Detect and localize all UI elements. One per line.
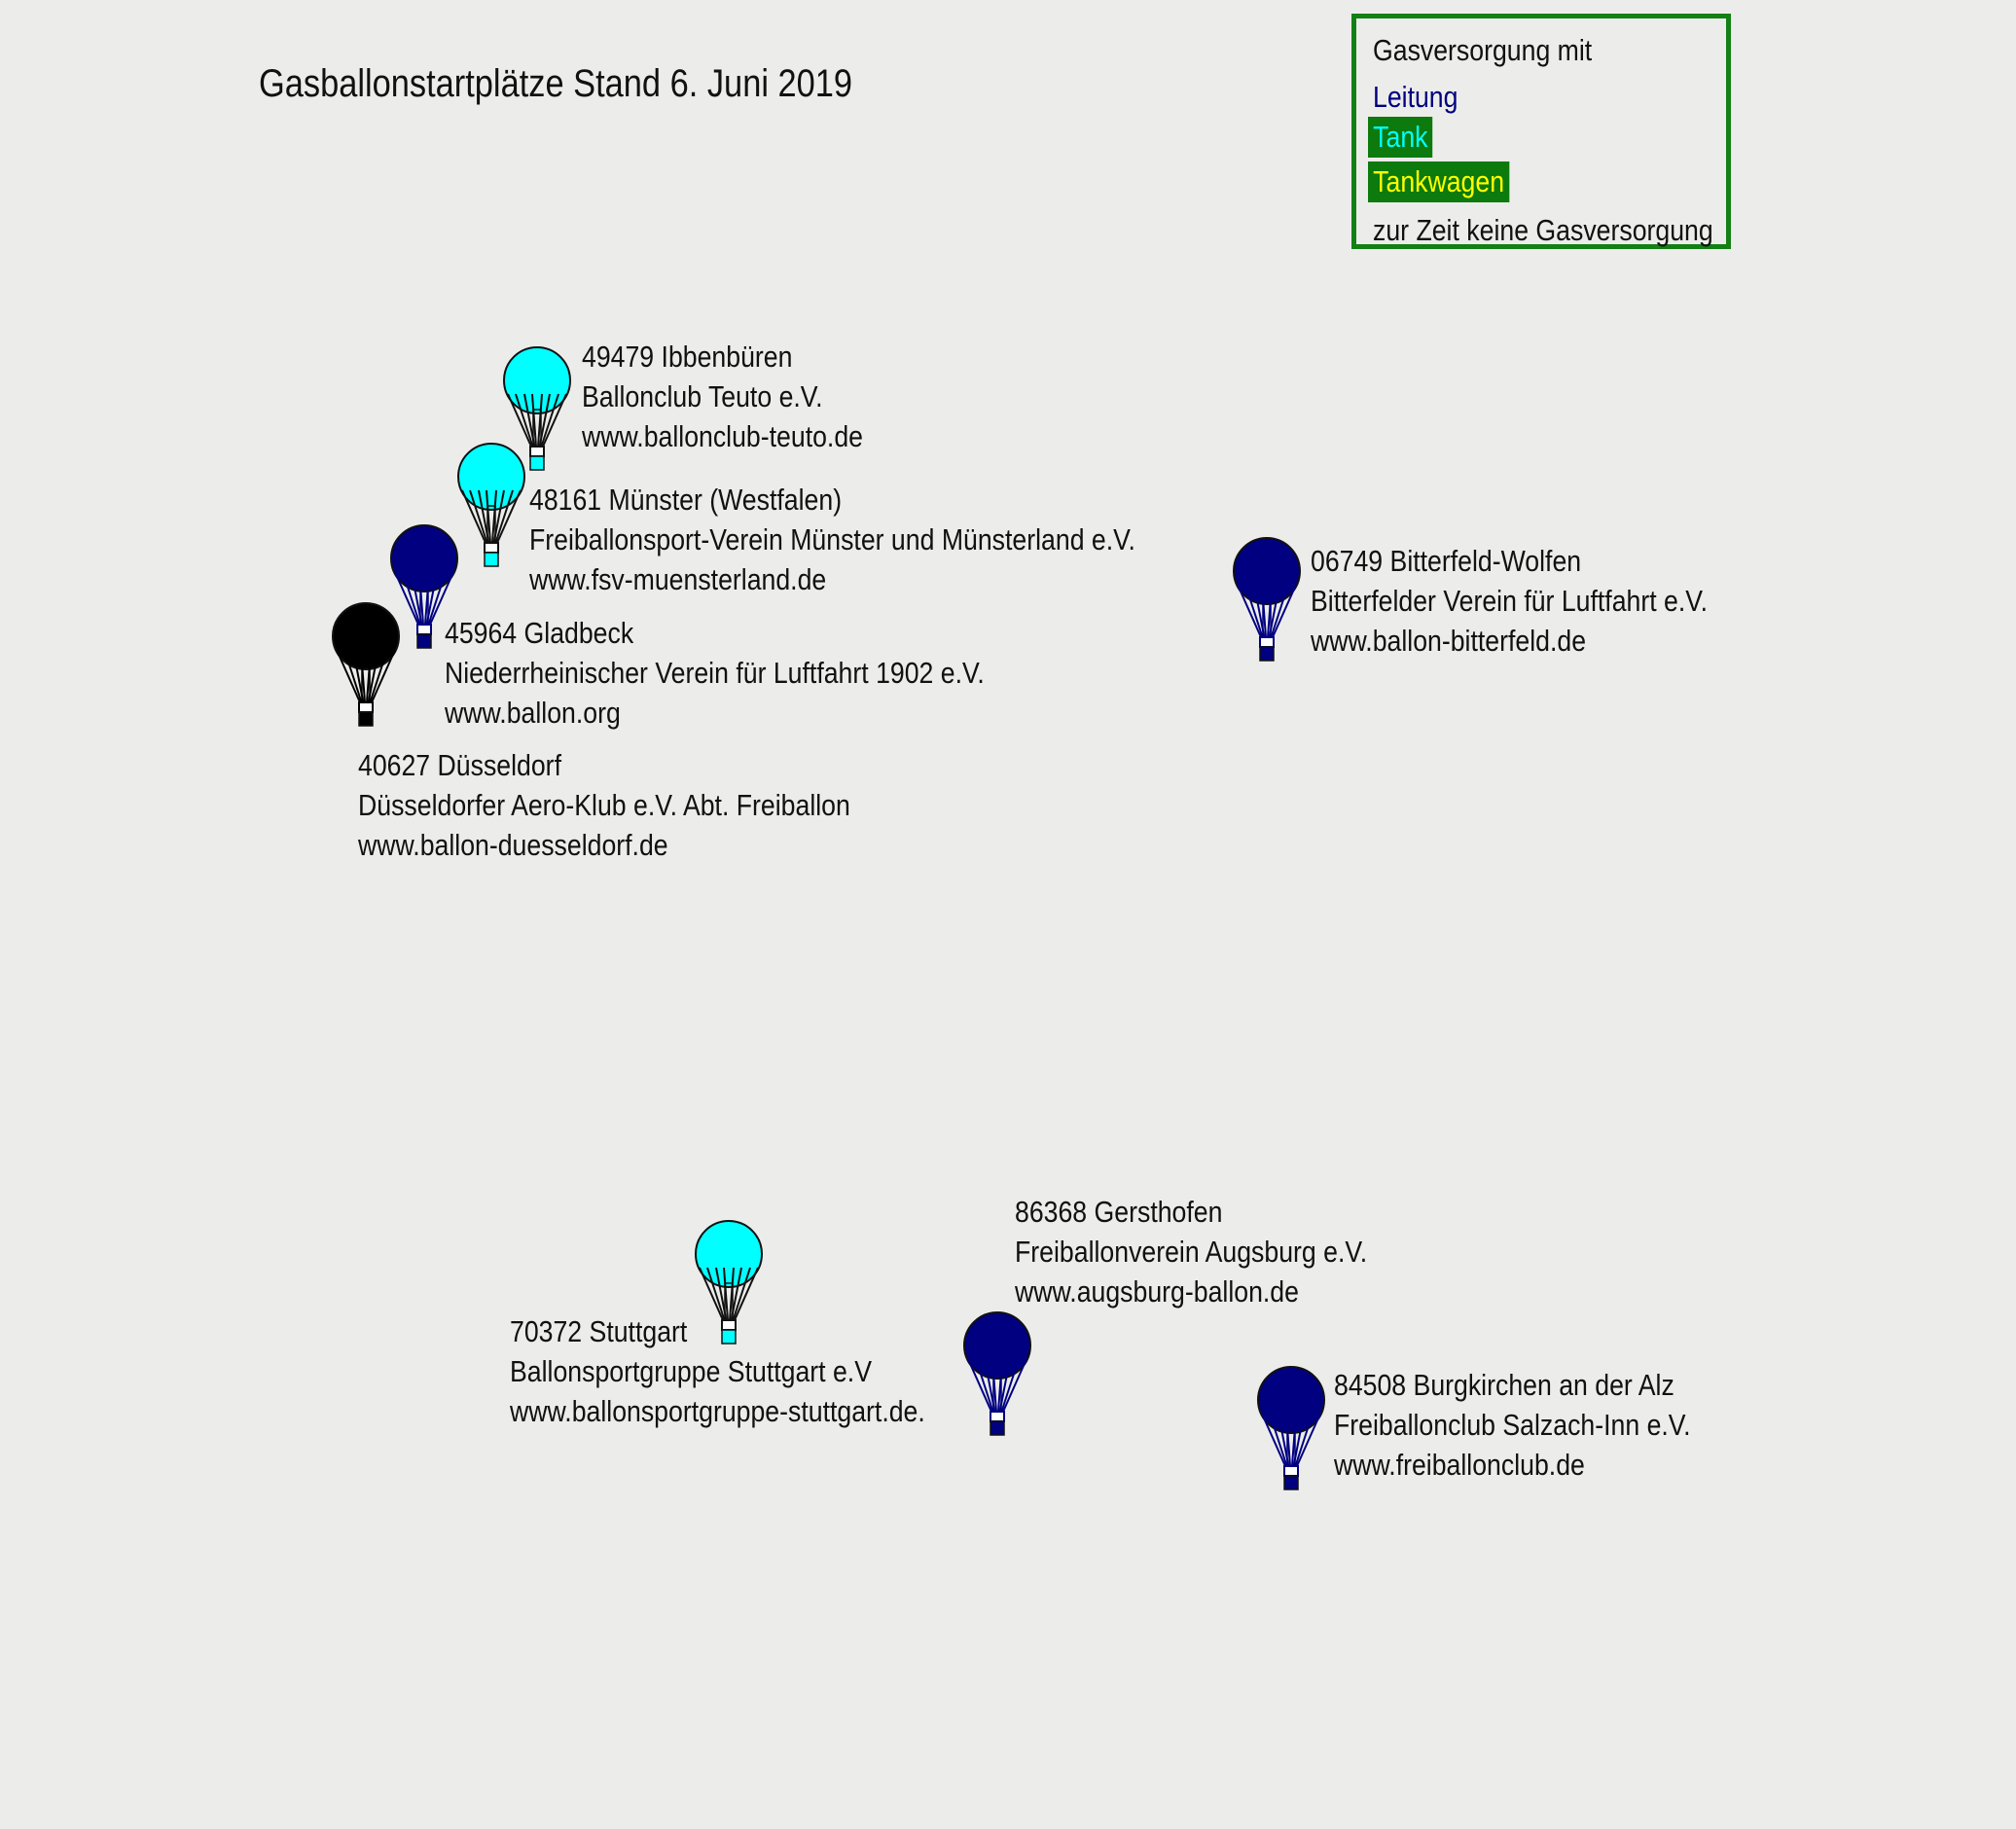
site-club: Ballonsportgruppe Stuttgart e.V	[510, 1354, 872, 1388]
site-club: Freiballonsport-Verein Münster und Münsterland e.V.	[529, 522, 1135, 556]
site-url[interactable]: www.freiballonclub.de	[1334, 1448, 1585, 1482]
site-place: 70372 Stuttgart	[510, 1314, 688, 1348]
legend-heading: Gasversorgung mit	[1373, 33, 1593, 67]
site-label-gersthofen	[1015, 1192, 1367, 1311]
legend-none: zur Zeit keine Gasversorgung	[1373, 213, 1713, 247]
site-place: 48161 Münster (Westfalen)	[529, 483, 843, 517]
map-title: Gasballonstartplätze Stand 6. Juni 2019	[259, 62, 853, 105]
site-place: 49479 Ibbenbüren	[582, 340, 793, 374]
site-club: Ballonclub Teuto e.V.	[582, 379, 823, 413]
site-url[interactable]: www.ballonclub-teuto.de	[582, 419, 864, 453]
site-url[interactable]: www.fsv-muensterland.de	[529, 562, 827, 596]
balloon-muenster-icon	[454, 442, 528, 574]
balloon-duesseldorf-icon	[329, 601, 403, 734]
site-place: 45964 Gladbeck	[445, 616, 634, 650]
site-club: Freiballonverein Augsburg e.V.	[1015, 1235, 1368, 1269]
legend-tankwagen: Tankwagen	[1368, 161, 1509, 202]
site-place: 84508 Burgkirchen an der Alz	[1334, 1368, 1674, 1402]
site-label-burgkirchen	[1334, 1365, 1691, 1485]
site-label-bitterfeld	[1311, 541, 1708, 661]
site-label-muenster	[529, 480, 1135, 599]
site-url[interactable]: www.ballon-duesseldorf.de	[358, 828, 668, 862]
site-url[interactable]: www.ballon.org	[445, 696, 621, 730]
site-club: Niederrheinischer Verein für Luftfahrt 1902 e.V.	[445, 656, 985, 690]
site-club: Bitterfelder Verein für Luftfahrt e.V.	[1311, 584, 1709, 618]
site-label-duesseldorf	[358, 745, 850, 865]
site-place: 06749 Bitterfeld-Wolfen	[1311, 544, 1582, 578]
balloon-bitterfeld-icon	[1230, 536, 1304, 668]
site-club: Düsseldorfer Aero-Klub e.V. Abt. Freiballon	[358, 788, 850, 822]
site-label-gladbeck	[445, 613, 985, 733]
balloon-burgkirchen-icon	[1254, 1365, 1328, 1497]
site-place: 86368 Gersthofen	[1015, 1195, 1223, 1229]
site-url[interactable]: www.ballon-bitterfeld.de	[1311, 624, 1587, 658]
legend	[1351, 14, 1731, 249]
site-club: Freiballonclub Salzach-Inn e.V.	[1334, 1408, 1691, 1442]
site-url[interactable]: www.ballonsportgruppe-stuttgart.de.	[510, 1394, 925, 1428]
legend-tank: Tank	[1368, 117, 1433, 158]
site-label-stuttgart	[510, 1311, 925, 1431]
site-url[interactable]: www.augsburg-ballon.de	[1015, 1274, 1299, 1309]
site-label-ibbenbueren	[582, 337, 863, 456]
balloon-gersthofen-icon	[960, 1310, 1034, 1443]
site-place: 40627 Düsseldorf	[358, 748, 561, 782]
legend-leitung: Leitung	[1373, 80, 1458, 114]
